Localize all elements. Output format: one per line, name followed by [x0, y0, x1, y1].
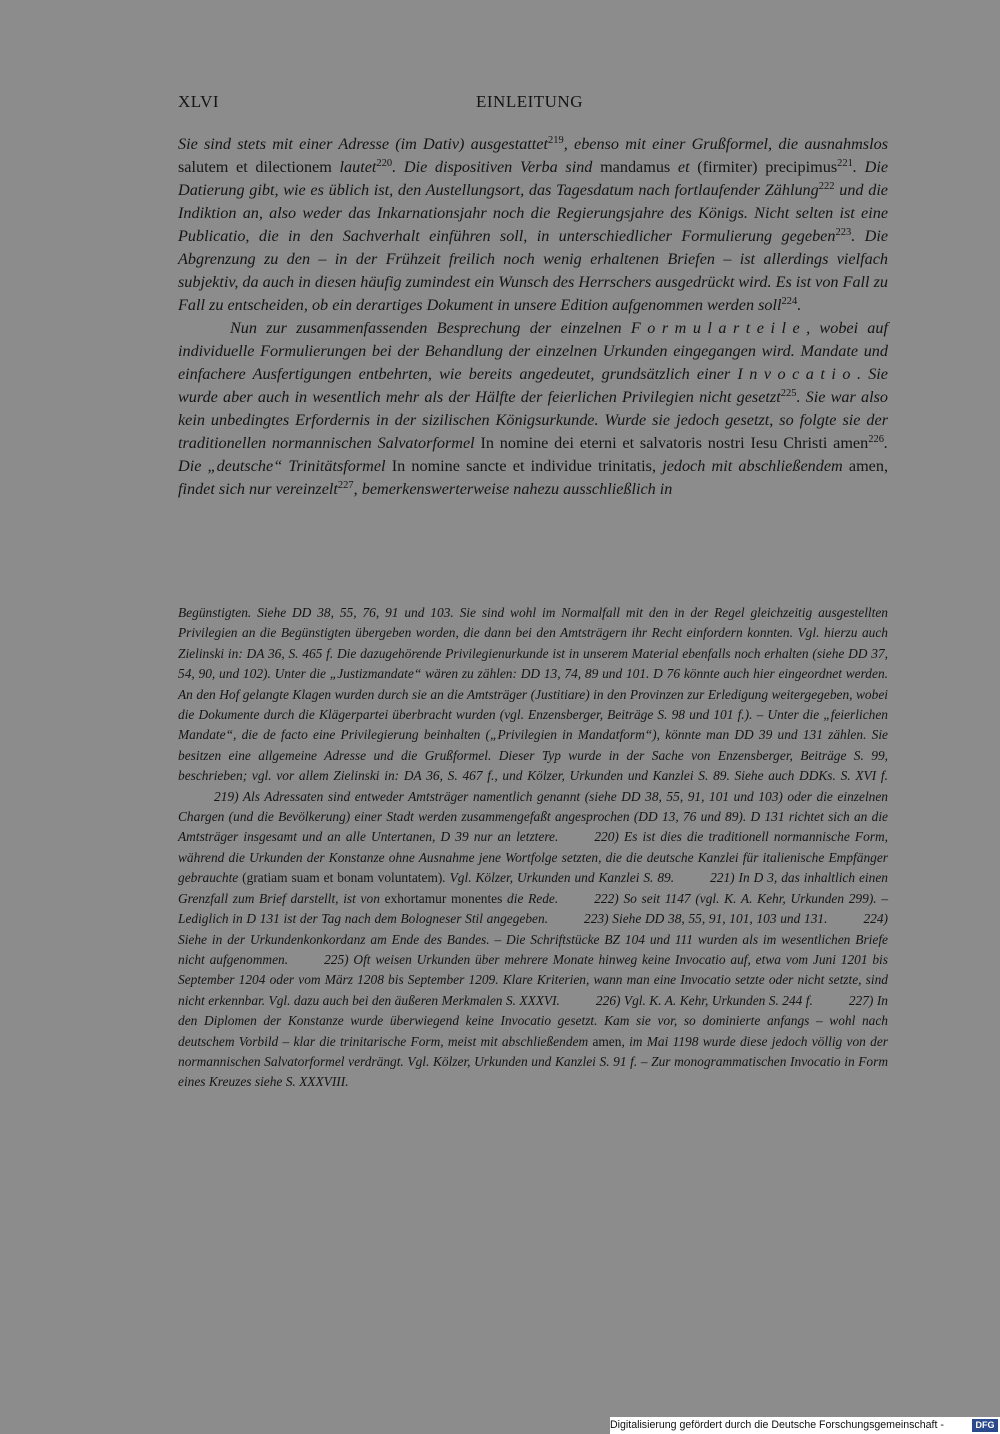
text-segment: , bemerkenswerterweise nahezu ausschließlich in — [353, 480, 673, 498]
footnote-text: 221) In D 3, das inhaltlich einen Grenzfall zum Brief darstellt, ist von — [178, 870, 888, 906]
text-segment: . Die Abgrenzung zu den – in der Frühzeit freilich noch wenig erhaltenen Briefen – ist allerdings vielfach subjektiv, da auch in diesen häufig zumindest ein Wunsch des Herrschers ausgedrückt wird. Es ist von Fall zu Fall zu entscheiden, ob ein derartiges Dokument in unsere Edition aufgenommen werden soll — [178, 227, 889, 314]
text-segment: , wobei auf individuelle Formulierungen bei der Behandlung der einzelnen Urkunden eingegangen wird. Mandate und einfachere Ausfertigungen entbehrten, wie bereits angedeutet, grundsätzlich einer — [178, 319, 888, 383]
text-segment: Nun zur zusammenfassenden Besprechung der einzelnen — [230, 319, 631, 337]
running-head: EINLEITUNG — [476, 92, 583, 111]
page-header — [178, 92, 888, 116]
latin-term: amen — [592, 1033, 622, 1049]
funding-footer — [610, 1417, 1000, 1434]
latin-term: In nomine sancte et individue trinitatis, — [391, 457, 656, 475]
footnote-text: Begünstigten. Siehe DD 38, 55, 76, 91 und 103. Sie sind wohl im Normalfall mit den in der Regel gleichzeitig ausgestellten Privilegien an die Begünstigten übergeben worden, die dann bei den Amtsträgern ihr Recht einfordern konnten. Vgl. hierzu auch Zielinski in: DA 36, S. 465 f. Die dazugehörende Privilegienurkunde ist in unserem Material ebenfalls noch erhalten (siehe DD 37, 54, 90, und 102). Unter die „Justizmandate“ wären zu zählen: DD 13, 74, 89 und 101. D 76 könnte auch hier eingeordnet werden. An den Hof gelangte Klagen wurden durch sie an die Amtsträger (Justitiare) in den Provinzen zur Erledigung weitergegeben, wobei die Dokumente durch die Klägerpartei überbracht wurden (vgl. Enzensberger, Beiträge S. 98 und 101 f.). – Unter die „feierlichen Mandate“, die de facto eine Privilegierung beinhalten („Privilegien in Mandatform“), könnte man DD 39 und 131 zählen. Sie besitzen eine allgemeine Adresse und die Grußformel. Dieser Typ wurde in der Sache von Enzensberger, Beiträge S. 99, beschrieben; vgl. vor allem Zielinski in: DA 36, S. 467 f., und Kölzer, Urkunden und Kanzlei S. 89. Siehe auch DDKs. S. XVI f. — [178, 605, 888, 784]
dfg-logo: DFG — [972, 1419, 998, 1432]
text-segment: findet sich nur vereinzelt — [178, 480, 338, 498]
footnote-ref: 227 — [337, 480, 354, 491]
text-segment: . Sie war also kein unbedingtes Erfordernis in der sizilischen Königsurkunde. Wurde sie jedoch gesetzt, so folgte sie der traditionellen normannischen Salvatorformel — [178, 388, 888, 452]
footnote-text: 227) In den Diplomen der Konstanze wurde überwiegend keine Invocatio gesetzt. Kam sie vor, so dominierte anfangs – wohl nach deutschem Vorbild – klar die trinitarische Form, meist mit abschließendem — [178, 992, 888, 1049]
latin-term: In nomine dei eterni et salvatoris nostri Iesu Christi amen — [480, 434, 869, 452]
latin-term: salutem et dilectionem — [178, 158, 332, 176]
spaced-term: Invocatio — [737, 365, 857, 383]
footnote-ref: 224 — [781, 296, 798, 307]
page-number: XLVI — [178, 92, 220, 111]
text-segment: jedoch mit abschließendem — [656, 457, 849, 475]
footnote-ref: 225 — [780, 388, 797, 399]
footnote-text: 220) Es ist dies die traditionell normannische Form, während die Urkunden der Konstanze ohne Ausnahme jene Wortfolge setzten, die die deutsche Kanzlei für italienische Empfänger gebrauchte — [178, 829, 889, 886]
footnote-ref: 221 — [837, 158, 853, 169]
main-text — [178, 133, 888, 501]
footnote-text: . Vgl. Kölzer, Urkunden und Kanzlei S. 89. — [442, 870, 675, 886]
text-segment: . Die „deutsche“ Trinitätsformel — [178, 434, 888, 475]
latin-term: mandamus — [600, 158, 671, 176]
paragraph-2 — [178, 317, 888, 501]
text-segment: . Sie wurde aber auch in wesentlich mehr als der Hälfte der feierlichen Privilegien nicht gesetzt — [178, 365, 888, 406]
text-segment: . Die dispositiven Verba sind — [392, 158, 601, 176]
paragraph-1 — [178, 133, 888, 317]
spaced-term: Formularteile — [630, 319, 807, 337]
footnote-text: 226) Vgl. K. A. Kehr, Urkunden S. 244 f. — [595, 992, 813, 1008]
footnotes — [178, 603, 888, 1093]
footnote-block — [178, 603, 888, 1093]
footnote-text: 222) So seit 1147 (vgl. K. A. Kehr, Urkunden 299). – Lediglich in D 131 ist der Tag nach dem Bologneser Stil angegeben. — [178, 890, 889, 927]
footnote-text: , im Mai 1198 wurde diese jedoch völlig von der normannischen Salvatorformel verdrängt. Vgl. Kölzer, Urkunden und Kanzlei S. 91 f. – Zur monogrammatischen Invocatio in Form eines Kreuzes siehe S. XXXVIII. — [178, 1033, 889, 1090]
footnote-ref: 219 — [547, 135, 564, 146]
latin-term: (gratiam suam et bonam voluntatem) — [242, 870, 443, 886]
latin-term: amen, — [848, 457, 888, 475]
footnote-text: 224) Siehe in der Urkundenkonkordanz am Ende des Bandes. – Die Schriftstücke BZ 104 und 111 wurden als im wesentlichen Briefe nicht aufgenommen. — [178, 911, 888, 967]
text-segment: , ebenso mit einer Grußformel, die ausnahmslos — [563, 135, 888, 153]
text-segment: lautet — [331, 158, 377, 176]
footnote-ref: 223 — [835, 227, 852, 238]
latin-term: exhortamur monentes — [384, 890, 503, 906]
footnote-text: 219) Als Adressaten sind entweder Amtsträger namentlich genannt (siehe DD 38, 55, 91, 101 und 103) oder die einzelnen Chargen (und die Bevölkerung) einer Stadt werden zusammengefaßt angesprochen (DD 13, 76 und 89). D 131 richtet sich an die Amtsträger insgesamt und an alle Untertanen, D 39 nur an letztere. — [178, 788, 888, 845]
footnote-ref: 220 — [376, 158, 393, 169]
text-segment: et — [670, 158, 698, 176]
text-segment: . — [797, 296, 802, 314]
text-segment: und die Indiktion an, also weder das Inkarnationsjahr noch die Regierungsjahre des Königs. Nicht selten ist eine Publicatio, die in den Sachverhalt einführen soll, in unterschiedlicher Formulierung gegeben — [178, 181, 888, 245]
footnote-text: 223) Siehe DD 38, 55, 91, 101, 103 und 131. — [584, 911, 828, 927]
text-segment: . Die Datierung gibt, wie es üblich ist, den Austellungsort, das Tagesdatum nach fortlaufender Zählung — [178, 158, 888, 199]
footnote-ref: 226 — [868, 434, 884, 445]
funding-text: Digitalisierung gefördert durch die Deutsche Forschungsgemeinschaft - — [610, 1419, 944, 1431]
text-segment: Sie sind stets mit einer Adresse (im Dativ) ausgestattet — [178, 135, 548, 153]
footnote-text: die Rede. — [502, 890, 559, 906]
footnote-ref: 222 — [818, 181, 835, 192]
latin-term: (firmiter) precipimus — [697, 158, 838, 176]
footnote-text: 225) Oft weisen Urkunden über mehrere Monate hinweg keine Invocatio auf, etwa vom Juni 1201 bis September 1204 oder vom März 1208 bis September 1209. Klare Kriterien, wann man eine Invocatio setzte oder nicht setzte, sind nicht erkennbar. Vgl. dazu auch bei den äußeren Merkmalen S. XXXVI. — [178, 951, 888, 1008]
